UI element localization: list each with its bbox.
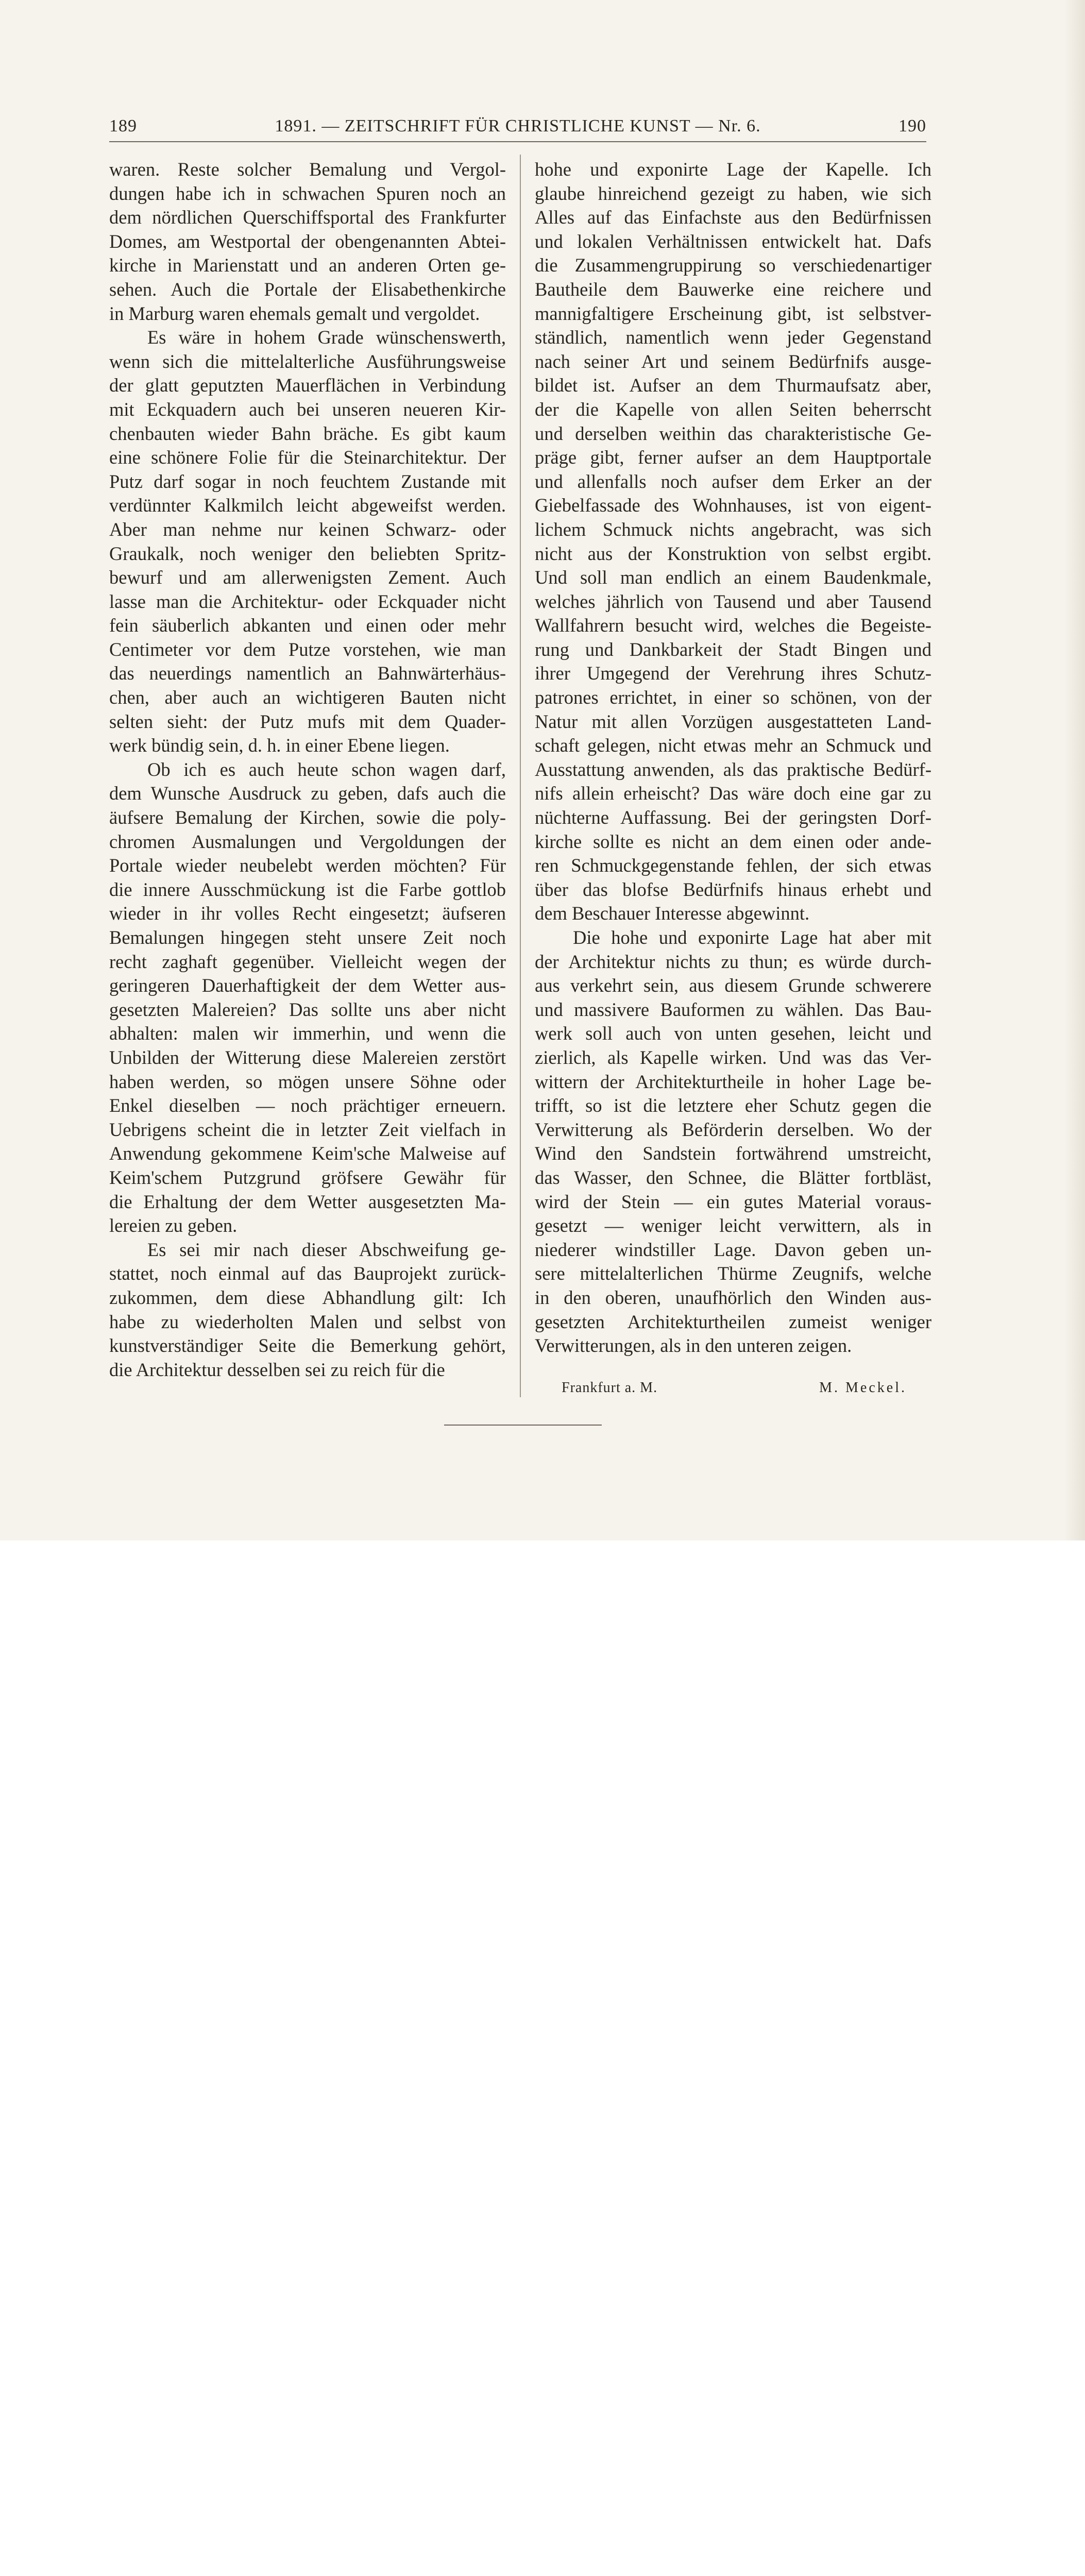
paragraph [109, 326, 506, 758]
text-line: ständlich, namentlich wenn jeder Gegenstand [535, 327, 931, 348]
journal-title: 1891. — ZEITSCHRIFT FÜR CHRISTLICHE KUNST — Nr. 6. [275, 116, 761, 135]
signature-author: M. Meckel. [819, 1380, 907, 1396]
text-line: gesetzt — weniger leicht verwittern, als in [535, 1215, 931, 1236]
text-line: waren. Reste solcher Bemalung und Vergol- [109, 159, 506, 180]
text-line: wenn sich die mittelalterliche Ausführungsweise [109, 350, 506, 372]
text-line: sere mittelalterlichen Thürme Zeugnifs, welche [535, 1263, 931, 1284]
text-line: Wind den Sandstein fortwährend umstreicht, [535, 1143, 931, 1164]
text-line: und derselben weithin das charakteristische Ge- [535, 422, 931, 444]
text-line: nach seiner Art und seinem Bedürfnifs ausge- [535, 350, 931, 372]
text-line: abhalten: malen wir immerhin, und wenn die [109, 1023, 506, 1044]
text-line: hohe und exponirte Lage der Kapelle. Ich [535, 159, 931, 180]
text-line: Verwitterungen, als in den unteren zeigen. [535, 1335, 852, 1357]
text-line: Es sei mir nach dieser Abschweifung ge- [147, 1239, 506, 1260]
text-line: kunstverständiger Seite die Bemerkung gehört, [109, 1335, 506, 1357]
text-line: welches jährlich von Tausend und aber Tausend [535, 590, 931, 612]
text-line: nifs allein erheischt? Das wäre doch eine gar zu [535, 783, 931, 804]
text-line: mit Eckquadern auch bei unseren neueren Kir- [109, 398, 506, 420]
text-line: Und soll man endlich an einem Baudenkmale, [535, 567, 931, 588]
text-line: niederer windstiller Lage. Davon geben un- [535, 1239, 931, 1260]
page-number-left: 189 [109, 116, 137, 135]
text-line: lereien zu geben. [109, 1215, 238, 1236]
text-line: fein säuberlich abkanten und einen oder mehr [109, 615, 506, 636]
text-line: Aber man nehme nur keinen Schwarz- oder [109, 518, 506, 540]
paragraph [535, 158, 931, 926]
text-line: die Zusammengruppirung so verschiedenartiger [535, 255, 931, 276]
text-line: Alles auf das Einfachste aus den Bedürfnissen [535, 207, 931, 228]
text-line: chen, aber auch an wichtigeren Bauten nicht [109, 687, 506, 708]
text-line: Natur mit allen Vorzügen ausgestatteten Land- [535, 710, 931, 732]
text-line: lasse man die Architektur- oder Eckquader nicht [109, 590, 506, 612]
text-line: bewurf und am allerwenigsten Zement. Auch [109, 567, 506, 588]
text-line: dem Beschauer Interesse abgewinnt. [535, 903, 810, 924]
text-line: Anwendung gekommene Keim'sche Malweise auf [109, 1143, 506, 1164]
column-divider [520, 155, 521, 1397]
text-line: zukommen, dem diese Abhandlung gilt: Ich [109, 1286, 506, 1308]
text-line: zierlich, als Kapelle wirken. Und was das Ver- [535, 1046, 931, 1068]
text-line: dem Wunsche Ausdruck zu geben, dafs auch die [109, 783, 506, 804]
text-line: ihrer Umgegend der Verehrung ihres Schutz- [535, 663, 931, 684]
text-line: werk bündig sein, d. h. in einer Ebene liegen. [109, 735, 450, 756]
text-line: werk soll auch von unten gesehen, leicht und [535, 1023, 931, 1044]
text-line: ren Schmuckgegenstande fehlen, der sich etwas [535, 855, 931, 876]
text-line: wittern der Architekturtheile in hoher Lage be- [535, 1071, 931, 1092]
text-line: lichem Schmuck nichts angebracht, was sich [535, 518, 931, 540]
text-line: geringeren Dauerhaftigkeit der dem Wetter aus- [109, 975, 506, 996]
running-header [109, 112, 926, 139]
text-line: und allenfalls noch aufser dem Erker an der [535, 470, 931, 492]
text-line: verdünnter Kalkmilch leicht abgeweifst werden. [109, 495, 506, 516]
text-line: Ausstattung anwenden, als das praktische Bedürf- [535, 758, 931, 780]
paragraph [109, 1238, 506, 1382]
text-line: in Marburg waren ehemals gemalt und vergoldet. [109, 302, 480, 324]
text-line: Verwitterung als Beförderin derselben. Wo der [535, 1118, 931, 1140]
text-line: Portale wieder neubelebt werden möchten? Für [109, 855, 506, 876]
text-line: Graukalk, noch weniger den beliebten Spritz- [109, 543, 506, 564]
text-line: sehen. Auch die Portale der Elisabethenkirche [109, 278, 506, 300]
text-line: Bautheile dem Bauwerke eine reichere und [535, 278, 931, 300]
paragraph [109, 758, 506, 1238]
text-line: schaft gelegen, nicht etwas mehr an Schmuck und [535, 735, 931, 756]
text-line: Putz darf sogar in noch feuchtem Zustande mit [109, 470, 506, 492]
text-line: rung und Dankbarkeit der Stadt Bingen und [535, 638, 931, 660]
end-rule [444, 1425, 602, 1426]
text-line: wird der Stein — ein gutes Material voraus- [535, 1191, 931, 1212]
text-line: präge gibt, ferner aufser an dem Hauptportale [535, 447, 931, 468]
text-line: kirche sollte es nicht an dem einen oder ande- [535, 831, 931, 852]
text-line: stattet, noch einmal auf das Bauprojekt zurück- [109, 1263, 506, 1284]
text-line: mannigfaltigere Erscheinung gibt, ist selbstver- [535, 302, 931, 324]
text-line: die Architektur desselben sei zu reich für die [109, 1359, 445, 1380]
text-line: habe zu wiederholten Malen und selbst von [109, 1311, 506, 1332]
text-line: Wallfahrern besucht wird, welches die Begeiste- [535, 615, 931, 636]
text-line: in den oberen, unaufhörlich den Winden aus- [535, 1286, 931, 1308]
text-line: dem nördlichen Querschiffsportal des Frankfurter [109, 207, 506, 228]
text-line: über das blofse Bedürfnifs hinaus erhebt und [535, 878, 931, 900]
header-rule [109, 141, 926, 142]
text-line: Bemalungen hingegen steht unsere Zeit noch [109, 927, 506, 948]
text-line: glaube hinreichend gezeigt zu haben, wie sich [535, 182, 931, 204]
text-line: gesetzten Malereien? Das sollte uns aber nicht [109, 998, 506, 1020]
text-line: das neuerdings namentlich an Bahnwärterhäus- [109, 663, 506, 684]
page-number-right: 190 [898, 116, 926, 135]
text-line: der die Kapelle von allen Seiten beherrscht [535, 398, 931, 420]
text-line: wieder in ihr volles Recht eingesetzt; äufseren [109, 903, 506, 924]
text-line: Giebelfassade des Wohnhauses, ist von eigent- [535, 495, 931, 516]
text-line: nicht aus der Konstruktion von selbst ergibt. [535, 543, 931, 564]
text-line: chenbauten wieder Bahn bräche. Es gibt kaum [109, 422, 506, 444]
text-line: chromen Ausmalungen und Vergoldungen der [109, 831, 506, 852]
text-line: recht zaghaft gegenüber. Vielleicht wegen der [109, 951, 506, 972]
paragraph [109, 158, 506, 326]
text-line: Uebrigens scheint die in letzter Zeit vielfach in [109, 1118, 506, 1140]
text-line: nüchterne Auffassung. Bei der geringsten Dorf- [535, 807, 931, 828]
text-line: gesetzten Architekturtheilen zumeist weniger [535, 1311, 931, 1332]
text-line: der glatt geputzten Mauerflächen in Verbindung [109, 375, 506, 396]
text-line: und lokalen Verhältnissen entwickelt hat. Dafs [535, 230, 931, 252]
text-line: haben werden, so mögen unsere Söhne oder [109, 1071, 506, 1092]
digitization-footer [0, 1540, 1085, 1642]
text-line: Enkel dieselben — noch prächtiger erneuern. [109, 1095, 506, 1116]
signature-place: Frankfurt a. M. [562, 1380, 658, 1396]
text-line: das Wasser, den Schnee, die Blätter fortbläst, [535, 1166, 931, 1188]
text-line: der Architektur nichts zu thun; es würde durch- [535, 951, 931, 972]
text-line: die Erhaltung der dem Wetter ausgesetzten Ma- [109, 1191, 506, 1212]
text-line: Centimeter vor dem Putze vorstehen, wie man [109, 638, 506, 660]
text-line: Es wäre in hohem Grade wünschenswerth, [147, 327, 506, 348]
text-line: Die hohe und exponirte Lage hat aber mit [573, 927, 931, 948]
text-line: und massivere Bauformen zu wählen. Das Bau- [535, 998, 931, 1020]
text-line: Keim'schem Putzgrund gröfsere Gewähr für [109, 1166, 506, 1188]
text-line: dungen habe ich in schwachen Spuren noch an [109, 182, 506, 204]
text-line: selten sieht: der Putz mufs mit dem Quader- [109, 710, 506, 732]
text-line: bildet ist. Aufser an dem Thurmaufsatz aber, [535, 375, 931, 396]
text-line: aus verkehrt sein, aus diesem Grunde schwerere [535, 975, 931, 996]
text-line: Domes, am Westportal der obengenannten Abtei- [109, 230, 506, 252]
text-line: eine schönere Folie für die Steinarchitektur. Der [109, 447, 506, 468]
text-line: die innere Ausschmückung ist die Farbe gottlob [109, 878, 506, 900]
text-line: kirche in Marienstatt und an anderen Orten ge- [109, 255, 506, 276]
paragraph [535, 926, 931, 1358]
right-column [535, 158, 931, 1358]
text-line: trifft, so ist die letztere eher Schutz gegen die [535, 1095, 931, 1116]
text-line: äufsere Bemalung der Kirchen, sowie die poly- [109, 807, 506, 828]
left-column [109, 158, 506, 1382]
text-line: patrones errichtet, in einer so schönen, von der [535, 687, 931, 708]
text-line: Ob ich es auch heute schon wagen darf, [147, 758, 506, 780]
text-line: Unbilden der Witterung diese Malereien zerstört [109, 1046, 506, 1068]
